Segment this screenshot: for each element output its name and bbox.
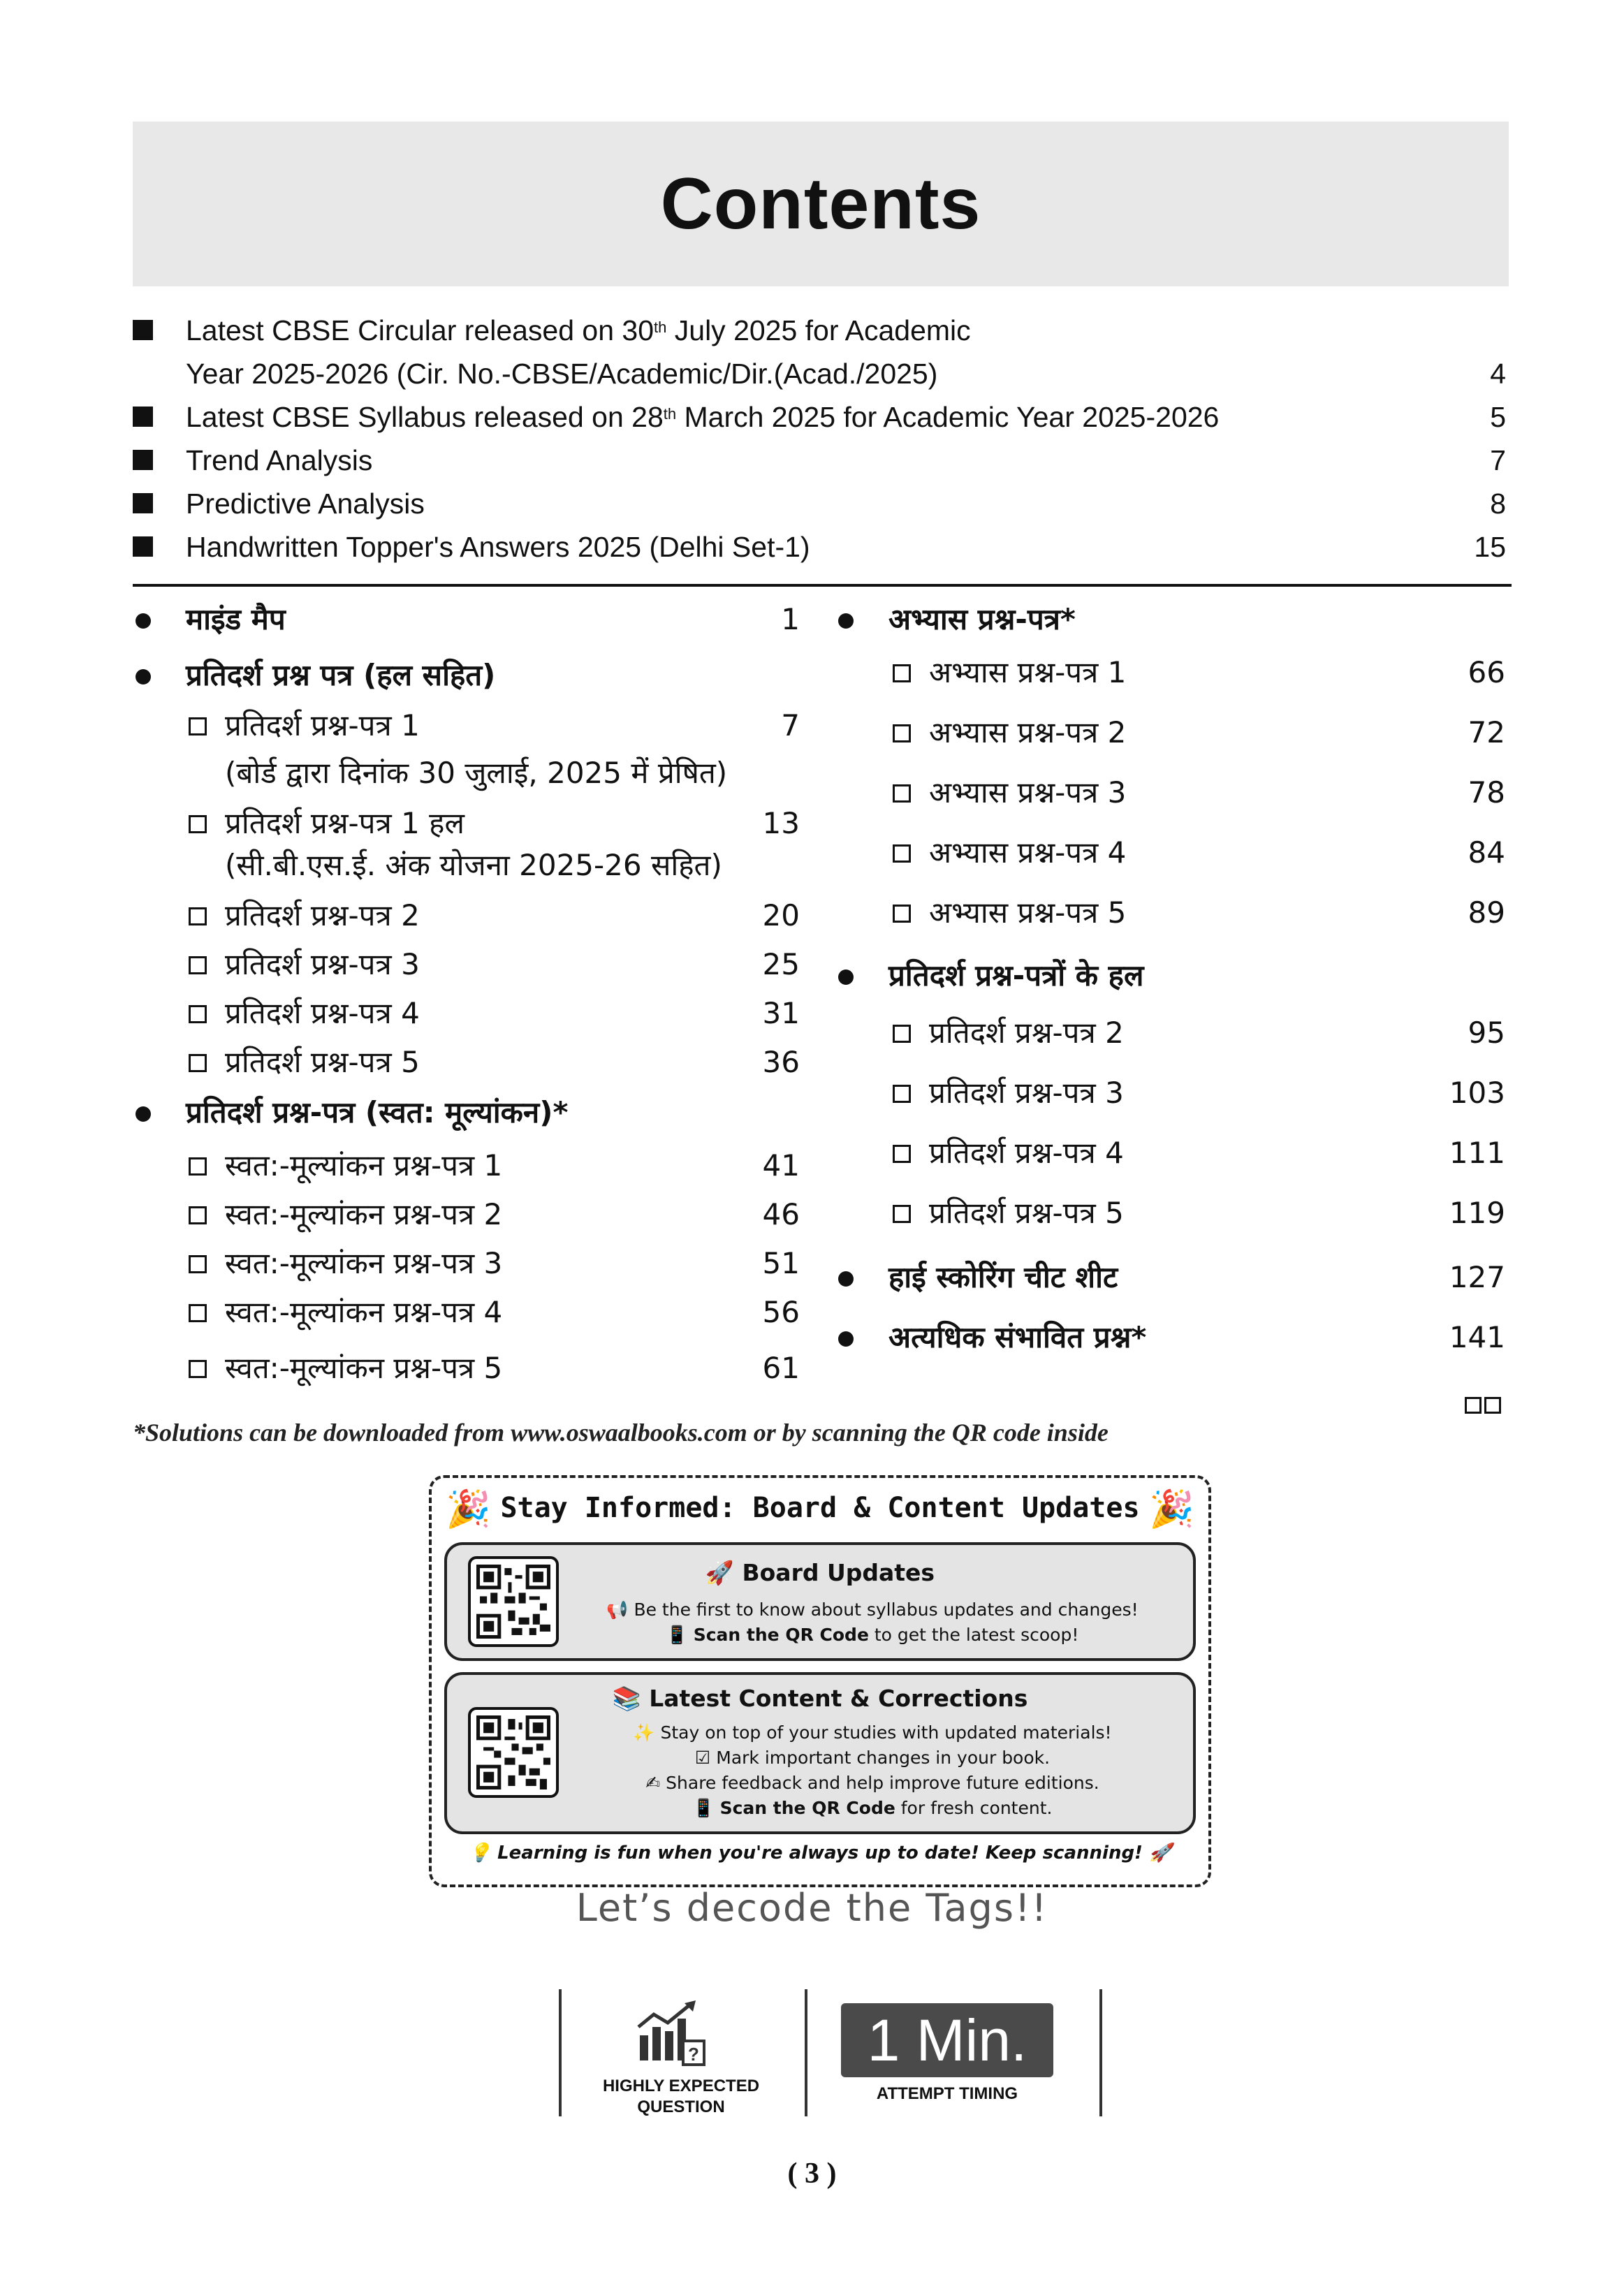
svg-text:?: ? [688, 2044, 699, 2065]
item-label: प्रतिदर्श प्रश्न-पत्र 1 [225, 708, 420, 742]
page-number: 95 [1468, 1016, 1505, 1050]
section-likely-questions[interactable] [838, 1317, 1505, 1358]
page-number: 1 [781, 602, 800, 636]
page-number: 41 [762, 1148, 800, 1183]
page-number: 31 [762, 996, 800, 1030]
checkbox-icon [189, 1360, 207, 1378]
end-marker-icon [1462, 1397, 1501, 1417]
stay-informed-box [429, 1475, 1211, 1887]
practice-paper-2[interactable] [893, 712, 1505, 753]
self-paper-1[interactable] [189, 1145, 800, 1186]
item-label: स्वत:-मूल्यांकन प्रश्न-पत्र 5 [225, 1351, 503, 1385]
page-number: 61 [762, 1351, 800, 1385]
round-bullet-icon [838, 1331, 854, 1347]
checkbox-icon [189, 1157, 207, 1176]
section-cheat-sheet[interactable] [838, 1257, 1505, 1298]
checkbox-icon [189, 1304, 207, 1322]
checkbox-icon [189, 1005, 207, 1023]
round-bullet-icon [838, 613, 854, 629]
item-label: अभ्यास प्रश्न-पत्र 3 [929, 775, 1127, 810]
section-label: प्रतिदर्श प्रश्न-पत्रों के हल [888, 958, 1144, 993]
item-label: स्वत:-मूल्यांकन प्रश्न-पत्र 3 [225, 1246, 503, 1280]
item-text: Predictive Analysis [186, 488, 425, 520]
lightbulb-icon: 💡 [468, 1843, 498, 1864]
page-number: 5 [1490, 401, 1506, 433]
solution-paper-4[interactable] [893, 1133, 1505, 1173]
rocket-icon: 🚀 [1142, 1843, 1172, 1864]
round-bullet-icon [838, 969, 854, 985]
self-paper-2[interactable] [189, 1194, 800, 1235]
sample-paper-1-note [189, 753, 800, 793]
board-updates-title: 🚀 Board Updates [705, 1559, 935, 1586]
divider [133, 584, 1512, 587]
item-label: स्वत:-मूल्यांकन प्रश्न-पत्र 1 [225, 1148, 503, 1183]
checkbox-icon [893, 784, 911, 803]
sample-paper-3[interactable] [189, 944, 800, 985]
contents-item-predictive[interactable] [133, 485, 1506, 522]
phone-icon: 📱 [692, 1798, 720, 1818]
item-text: Latest CBSE Circular released on 30th July 2025 for Academic [186, 314, 971, 346]
content-line-3: ✍ Share feedback and help improve future editions. [645, 1773, 1099, 1793]
section-mind-map[interactable] [133, 599, 800, 640]
attempt-timing-badge: 1 Min. [841, 2003, 1053, 2077]
page-number: 84 [1468, 835, 1505, 870]
checkbox-icon [189, 907, 207, 925]
checkbox-icon [189, 1206, 207, 1224]
checkbox-icon [189, 1054, 207, 1072]
item-label: स्वत:-मूल्यांकन प्रश्न-पत्र 2 [225, 1197, 503, 1231]
checkbox-icon [189, 717, 207, 735]
round-bullet-icon [838, 1271, 854, 1287]
page-number: 78 [1468, 775, 1505, 810]
page-number: 103 [1449, 1076, 1505, 1110]
item-label: अभ्यास प्रश्न-पत्र 2 [929, 715, 1127, 749]
checkbox-icon [893, 1205, 911, 1223]
solution-paper-2[interactable] [893, 1013, 1505, 1053]
phone-icon: 📱 [666, 1625, 694, 1645]
sample-paper-1[interactable] [189, 705, 800, 746]
contents-item-trend[interactable] [133, 441, 1506, 479]
square-bullet-icon [133, 407, 153, 427]
sample-paper-1-solution-note [189, 845, 800, 886]
page-number: 7 [1490, 444, 1506, 476]
item-text: Handwritten Topper's Answers 2025 (Delhi Set-1) [186, 531, 810, 563]
content-line-4: 📱 Scan the QR Code for fresh content. [692, 1798, 1053, 1818]
section-sample-solutions [838, 956, 1505, 996]
tag-divider [1099, 1989, 1102, 2116]
self-paper-5[interactable] [189, 1348, 800, 1389]
contents-item-topper[interactable] [133, 528, 1506, 566]
page-title: Contents [660, 163, 981, 244]
content-corrections-panel [444, 1672, 1196, 1834]
footnote: *Solutions can be downloaded from www.oswaalbooks.com or by scanning the QR code inside [133, 1419, 1109, 1447]
item-label: स्वत:-मूल्यांकन प्रश्न-पत्र 4 [225, 1295, 503, 1329]
contents-item-syllabus[interactable] [133, 398, 1506, 436]
item-text: Trend Analysis [186, 444, 373, 476]
books-icon: 📚 [612, 1685, 650, 1712]
page-number: 51 [762, 1246, 800, 1280]
highly-expected-label: HIGHLY EXPECTED QUESTION [602, 2077, 760, 2116]
megaphone-icon: 📢 [606, 1599, 634, 1620]
page-number: 56 [762, 1295, 800, 1329]
section-practice-papers [838, 599, 1505, 640]
item-text: Year 2025-2026 (Cir. No.-CBSE/Academic/Dir.(Acad./2025) [186, 358, 938, 390]
section-label: प्रतिदर्श प्रश्न-पत्र (स्वत: मूल्यांकन)* [186, 1095, 569, 1129]
sample-paper-2[interactable] [189, 895, 800, 936]
title-band [133, 122, 1509, 286]
party-popper-icon: 🎉 [446, 1489, 491, 1530]
page-number: 141 [1449, 1320, 1505, 1354]
section-label: अभ्यास प्रश्न-पत्र* [888, 602, 1076, 636]
solution-paper-5[interactable] [893, 1193, 1505, 1233]
square-bullet-icon [133, 536, 153, 557]
page-number: 119 [1449, 1196, 1505, 1230]
round-bullet-icon [136, 1106, 151, 1122]
item-label: प्रतिदर्श प्रश्न-पत्र 4 [225, 996, 420, 1030]
self-paper-3[interactable] [189, 1243, 800, 1284]
round-bullet-icon [136, 669, 151, 685]
section-sample-papers [133, 655, 800, 696]
item-label: प्रतिदर्श प्रश्न-पत्र 1 हल [225, 806, 464, 840]
checkbox-icon [893, 1025, 911, 1043]
checkbox-icon [189, 815, 207, 833]
board-updates-line-1: 📢 Be the first to know about syllabus updates and changes! [606, 1599, 1139, 1620]
learning-footer: 💡 Learning is fun when you're always up to date! Keep scanning! 🚀 [468, 1843, 1172, 1864]
page-number: 8 [1490, 488, 1506, 520]
sample-paper-4[interactable] [189, 993, 800, 1034]
contents-item-circular[interactable] [133, 312, 1506, 349]
page-number: 4 [1490, 358, 1506, 390]
self-paper-4[interactable] [189, 1292, 800, 1333]
section-label: माइंड मैप [186, 602, 286, 636]
section-self-assessment [133, 1092, 800, 1133]
attempt-timing-label: ATTEMPT TIMING [876, 2084, 1018, 2103]
stay-informed-title: Stay Informed: Board & Content Updates [500, 1492, 1140, 1524]
item-text: Latest CBSE Syllabus released on 28th March 2025 for Academic Year 2025-2026 [186, 401, 1220, 433]
solution-paper-3[interactable] [893, 1073, 1505, 1113]
checkbox-icon [893, 1085, 911, 1103]
round-bullet-icon [136, 613, 151, 629]
checkbox-icon [189, 956, 207, 974]
checkbox-icon [893, 664, 911, 682]
decode-tags-heading: Let’s decode the Tags!! [576, 1886, 1048, 1930]
content-corrections-title: 📚 Latest Content & Corrections [612, 1685, 1028, 1712]
page-number: 66 [1468, 655, 1505, 689]
practice-paper-4[interactable] [893, 833, 1505, 873]
practice-paper-3[interactable] [893, 773, 1505, 813]
item-label: प्रतिदर्श प्रश्न-पत्र 5 [929, 1196, 1124, 1230]
content-line-1: ✨ Stay on top of your studies with updated materials! [633, 1722, 1112, 1743]
check-box-icon: ☑ [694, 1748, 717, 1768]
item-label: अभ्यास प्रश्न-पत्र 1 [929, 655, 1127, 689]
item-label: अभ्यास प्रश्न-पत्र 5 [929, 895, 1127, 930]
item-subtext: (सी.बी.एस.ई. अंक योजना 2025-26 सहित) [225, 848, 722, 882]
checkbox-icon [893, 905, 911, 923]
tag-divider [805, 1989, 807, 2116]
checkbox-icon [893, 724, 911, 742]
section-label: प्रतिदर्श प्रश्न पत्र (हल सहित) [186, 658, 496, 692]
checkbox-icon [893, 1145, 911, 1163]
board-updates-panel [444, 1542, 1196, 1661]
page-number: 15 [1474, 531, 1506, 563]
sample-paper-1-solution[interactable] [189, 803, 800, 844]
rocket-icon: 🚀 [705, 1559, 742, 1586]
page-number: 36 [762, 1045, 800, 1079]
sparkles-icon: ✨ [633, 1722, 661, 1743]
section-label: अत्यधिक संभावित प्रश्न* [888, 1320, 1147, 1354]
page-number: 13 [762, 806, 800, 840]
page-number: 46 [762, 1197, 800, 1231]
item-label: प्रतिदर्श प्रश्न-पत्र 2 [929, 1016, 1124, 1050]
item-label: अभ्यास प्रश्न-पत्र 4 [929, 835, 1127, 870]
bar-chart-question-icon [633, 1999, 710, 2072]
item-label: प्रतिदर्श प्रश्न-पत्र 4 [929, 1136, 1124, 1170]
square-bullet-icon [133, 320, 153, 340]
page-number: 111 [1449, 1136, 1505, 1170]
page-number: 25 [762, 947, 800, 981]
page-number: 72 [1468, 715, 1505, 749]
contents-item-circular-line2[interactable] [133, 355, 1506, 393]
item-label: प्रतिदर्श प्रश्न-पत्र 3 [225, 947, 420, 981]
tag-divider [559, 1989, 562, 2116]
item-subtext: (बोर्ड द्वारा दिनांक 30 जुलाई, 2025 में प्रेषित) [225, 756, 728, 790]
practice-paper-1[interactable] [893, 652, 1505, 693]
sample-paper-5[interactable] [189, 1042, 800, 1083]
practice-paper-5[interactable] [893, 893, 1505, 933]
section-label: हाई स्कोरिंग चीट शीट [888, 1260, 1118, 1294]
checkbox-icon [189, 1255, 207, 1273]
board-updates-line-2: 📱 Scan the QR Code to get the latest scoop! [666, 1625, 1079, 1645]
page-number: 127 [1449, 1260, 1505, 1294]
checkbox-icon [893, 844, 911, 863]
page-number: 20 [762, 898, 800, 932]
square-bullet-icon [133, 450, 153, 470]
page-number: 89 [1468, 895, 1505, 930]
party-popper-icon: 🎉 [1149, 1489, 1194, 1530]
item-label: प्रतिदर्श प्रश्न-पत्र 3 [929, 1076, 1124, 1110]
pencil-icon: ✍ [645, 1773, 666, 1793]
item-label: प्रतिदर्श प्रश्न-पत्र 5 [225, 1045, 420, 1079]
content-line-2: ☑ Mark important changes in your book. [694, 1748, 1051, 1768]
item-label: प्रतिदर्श प्रश्न-पत्र 2 [225, 898, 420, 932]
square-bullet-icon [133, 493, 153, 513]
page-number-footer: ( 3 ) [787, 2158, 837, 2190]
page-number: 7 [781, 708, 800, 742]
